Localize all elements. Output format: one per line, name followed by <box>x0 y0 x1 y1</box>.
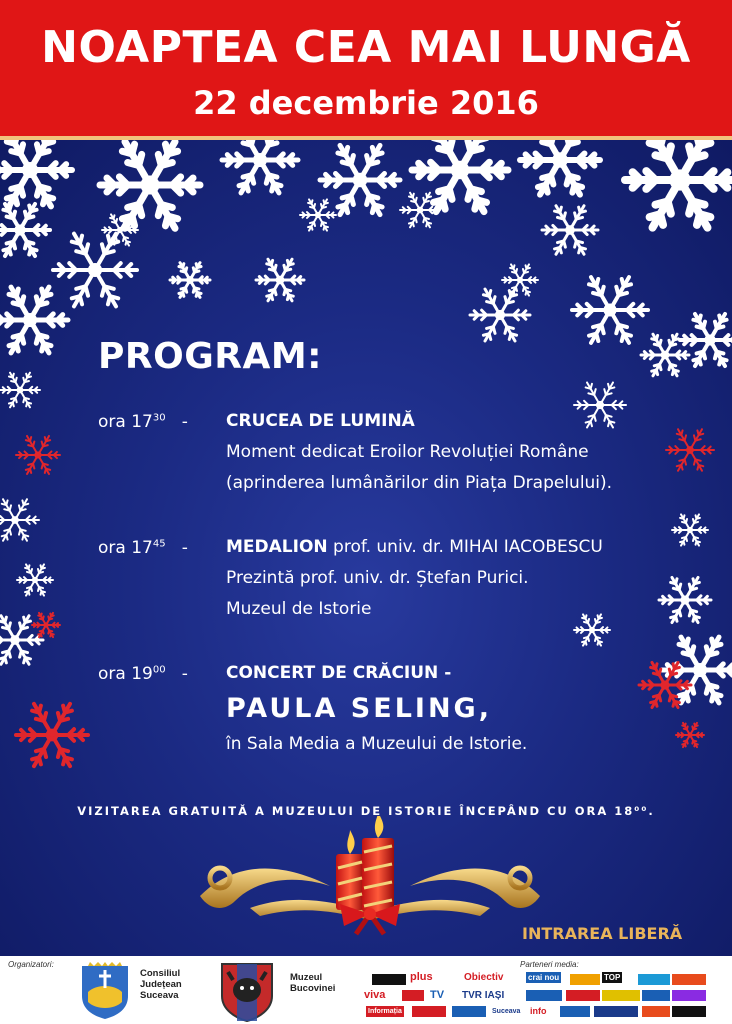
poster-body <box>0 140 732 956</box>
partner-logo <box>526 990 562 1001</box>
snowflake-icon <box>680 314 732 366</box>
program-item-1 <box>226 406 612 499</box>
time-prefix: ora 19 <box>98 664 153 684</box>
item-title-rest: prof. univ. dr. MIHAI IACOBESCU <box>327 537 603 557</box>
partner-logo: crai nou <box>528 973 560 982</box>
partner-logo <box>638 974 670 985</box>
program-item-3 <box>226 658 527 760</box>
time-dash: - <box>181 412 188 432</box>
partner-logo: Suceava <box>492 1008 521 1015</box>
organizers-label: Organizatori: <box>8 960 54 969</box>
partner-logo: Informația <box>368 1008 402 1015</box>
partner-logo: plus <box>410 971 433 983</box>
snowflake-icon <box>470 289 530 341</box>
time-prefix: ora 17 <box>98 412 153 432</box>
snowflake-icon <box>672 514 708 545</box>
organizer-name-line: Județean <box>140 979 182 990</box>
snowflake-icon <box>0 204 50 256</box>
museum-crest-icon <box>218 960 276 1022</box>
free-visit-note: VIZITAREA GRATUITĂ A MUZEULUI DE ISTORIE ÎNCEPÂND CU ORA 18⁰⁰. <box>77 804 655 818</box>
sponsors-footer <box>0 956 732 1024</box>
snowflake-icon <box>16 704 88 766</box>
free-entry-label: INTRAREA LIBERĂ <box>522 924 683 943</box>
item-line: în Sala Media a Muzeului de Istorie. <box>226 734 528 754</box>
partner-logo <box>570 974 600 985</box>
item-title: MEDALION <box>226 537 328 557</box>
snowflake-icon <box>0 373 40 408</box>
snowflake-icon <box>320 145 400 214</box>
partner-logo <box>372 974 406 985</box>
partner-logo: Obiectiv <box>464 972 504 983</box>
item-line: Muzeul de Istorie <box>226 599 372 619</box>
event-title: NOAPTEA CEA MAI LUNGĂ <box>41 22 691 73</box>
candle-icon <box>180 816 560 936</box>
program-time-2 <box>98 538 188 558</box>
item-line: (aprinderea lumânărilor din Piața Drapelului). <box>226 473 613 493</box>
item-line: Moment dedicat Eroilor Revoluției Române <box>226 442 589 462</box>
snowflake-icon <box>170 263 210 298</box>
partner-logo <box>642 990 670 1001</box>
snowflake-icon <box>659 577 711 622</box>
partner-logo <box>560 1006 590 1017</box>
snowflake-icon <box>256 259 304 301</box>
partner-logo <box>402 990 424 1001</box>
partner-logo <box>602 990 640 1001</box>
time-dash: - <box>181 664 188 684</box>
partner-logo <box>566 990 600 1001</box>
snowflake-icon <box>53 234 137 307</box>
snowflake-icon <box>222 140 298 193</box>
organizer-name-line: Muzeul <box>290 972 323 983</box>
snowflake-icon <box>625 140 732 228</box>
snowflake-icon <box>17 564 53 595</box>
poster-header <box>0 0 732 140</box>
partner-logo <box>672 974 706 985</box>
partner-logo <box>672 1006 706 1017</box>
snowflake-icon <box>16 436 60 474</box>
time-prefix: ora 17 <box>98 538 153 558</box>
item-title: CONCERT DE CRĂCIUN - <box>226 663 452 683</box>
snowflake-icon <box>0 499 39 541</box>
partner-logo <box>452 1006 486 1017</box>
organizer-name-line: Suceava <box>140 990 179 1001</box>
snowflake-icon <box>666 429 714 471</box>
time-minutes: 45 <box>152 538 166 550</box>
time-minutes: 30 <box>152 412 166 424</box>
snowflake-icon <box>400 193 440 228</box>
item-line: Prezintă prof. univ. dr. Ștefan Purici. <box>226 568 529 588</box>
media-partners-label: Parteneri media: <box>520 960 579 969</box>
item-title: CRUCEA DE LUMINĂ <box>226 411 415 431</box>
event-date: 22 decembrie 2016 <box>193 84 539 122</box>
snowflake-icon <box>542 206 598 254</box>
program-time-1 <box>98 412 188 432</box>
program-title: PROGRAM: <box>98 336 323 377</box>
partner-logo: viva <box>364 989 386 1001</box>
partner-logo <box>412 1006 446 1017</box>
snowflake-icon <box>0 140 72 206</box>
partner-logo: TV <box>430 989 445 1001</box>
snowflake-icon <box>520 140 600 195</box>
snowflake-icon <box>572 277 648 343</box>
time-dash: - <box>181 538 188 558</box>
program-item-2 <box>226 532 603 625</box>
snowflake-icon <box>32 613 60 637</box>
snowflake-icon <box>0 287 68 353</box>
partner-logo <box>594 1006 638 1017</box>
performer-name: PAULA SELING, <box>226 693 492 724</box>
snowflake-icon <box>300 199 336 230</box>
organizer-name-line: Consiliul <box>140 968 181 979</box>
organizer-name-line: Bucovinei <box>290 983 336 994</box>
partner-logo <box>672 990 706 1001</box>
snowflake-icon <box>502 264 538 295</box>
partner-logo <box>642 1006 670 1017</box>
partner-logo: TOP <box>604 973 621 982</box>
program-time-3 <box>98 664 188 684</box>
time-minutes: 00 <box>152 664 166 676</box>
snowflake-icon <box>676 723 704 747</box>
county-crest-icon <box>80 962 130 1020</box>
partner-logo: info <box>530 1006 547 1016</box>
partner-logo: TVR IAȘI <box>462 990 505 1001</box>
